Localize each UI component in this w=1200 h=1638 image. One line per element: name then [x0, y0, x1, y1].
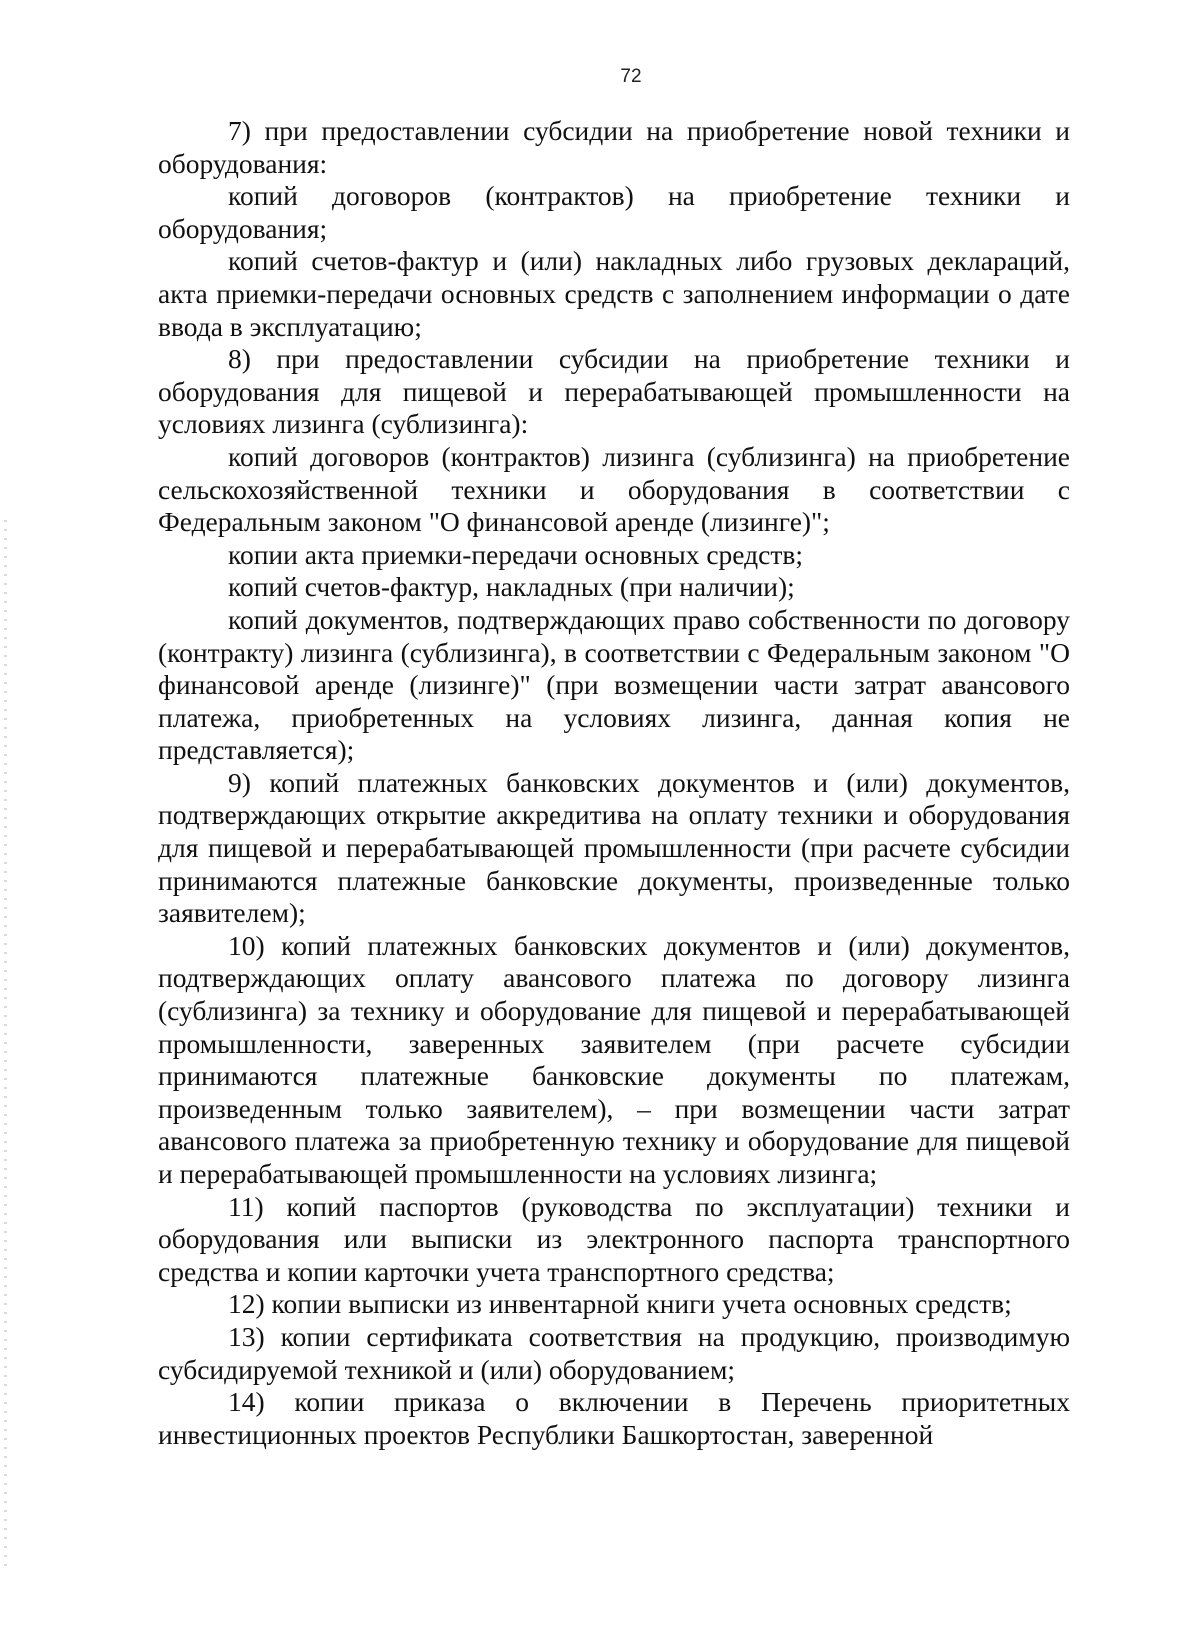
paragraph-item-13: 13) копии сертификата соответствия на продукцию, производимую субсидируемой техникой и (или) оборудованием; [158, 1320, 1070, 1385]
paragraph-ownership-documents: копий документов, подтверждающих право собственности по договору (контракту) лизинга (сублизинга), в соответствии с Федеральным законом "О финансовой аренде (лизинге)" (при возмещении части затрат авансового платежа, приобретенных на условиях лизинга, данная копия не представляется); [158, 603, 1070, 766]
paragraph-invoices-copies: копий счетов-фактур и (или) накладных либо грузовых деклараций, акта приемки-передачи основных средств с заполнением информации о дате ввода в эксплуатацию; [158, 245, 1070, 342]
scan-edge-marks [4, 520, 7, 1570]
paragraph-item-7: 7) при предоставлении субсидии на приобретение новой техники и оборудования: [158, 115, 1070, 179]
paragraph-item-12: 12) копии выписки из инвентарной книги учета основных средств; [228, 1288, 1012, 1320]
page-number: 72 [620, 66, 642, 87]
paragraph-invoices-waybills: копий счетов-фактур, накладных (при наличии); [228, 571, 795, 603]
document-body [158, 115, 1070, 1451]
paragraph-item-9: 9) копий платежных банковских документов и (или) документов, подтверждающих открытие аккредитива на оплату техники и оборудования для пищевой и перерабатывающей промышленности (при расчете субсидии принимаются платежные банковские документы, произведенные только заявителем); [158, 766, 1070, 929]
paragraph-acceptance-act: копии акта приемки-передачи основных средств; [228, 538, 803, 570]
paragraph-item-11: 11) копий паспортов (руководства по эксплуатации) техники и оборудования или выписки из электронного паспорта транспортного средства и копии карточки учета транспортного средства; [158, 1190, 1070, 1287]
paragraph-contracts-copies: копий договоров (контрактов) на приобретение техники и оборудования; [158, 180, 1070, 244]
paragraph-item-14: 14) копии приказа о включении в Перечень приоритетных инвестиционных проектов Республики Башкортостан, заверенной [158, 1386, 1070, 1450]
paragraph-item-8: 8) при предоставлении субсидии на приобретение техники и оборудования для пищевой и перерабатывающей промышленности на условиях лизинга (сублизинга): [158, 343, 1070, 440]
paragraph-leasing-contracts: копий договоров (контрактов) лизинга (сублизинга) на приобретение сельскохозяйственной техники и оборудования в соответствии с Федеральным законом "О финансовой аренде (лизинге)"; [158, 440, 1070, 538]
paragraph-item-10: 10) копий платежных банковских документов и (или) документов, подтверждающих оплату авансового платежа по договору лизинга (сублизинга) за технику и оборудование для пищевой и перерабатывающей промышленности, заверенных заявителем (при расчете субсидии принимаются платежные банковские документы по платежам, произведенным только заявителем), – при возмещении части затрат авансового платежа за приобретенную технику и оборудование для пищевой и перерабатывающей промышленности на условиях лизинга; [158, 929, 1070, 1189]
